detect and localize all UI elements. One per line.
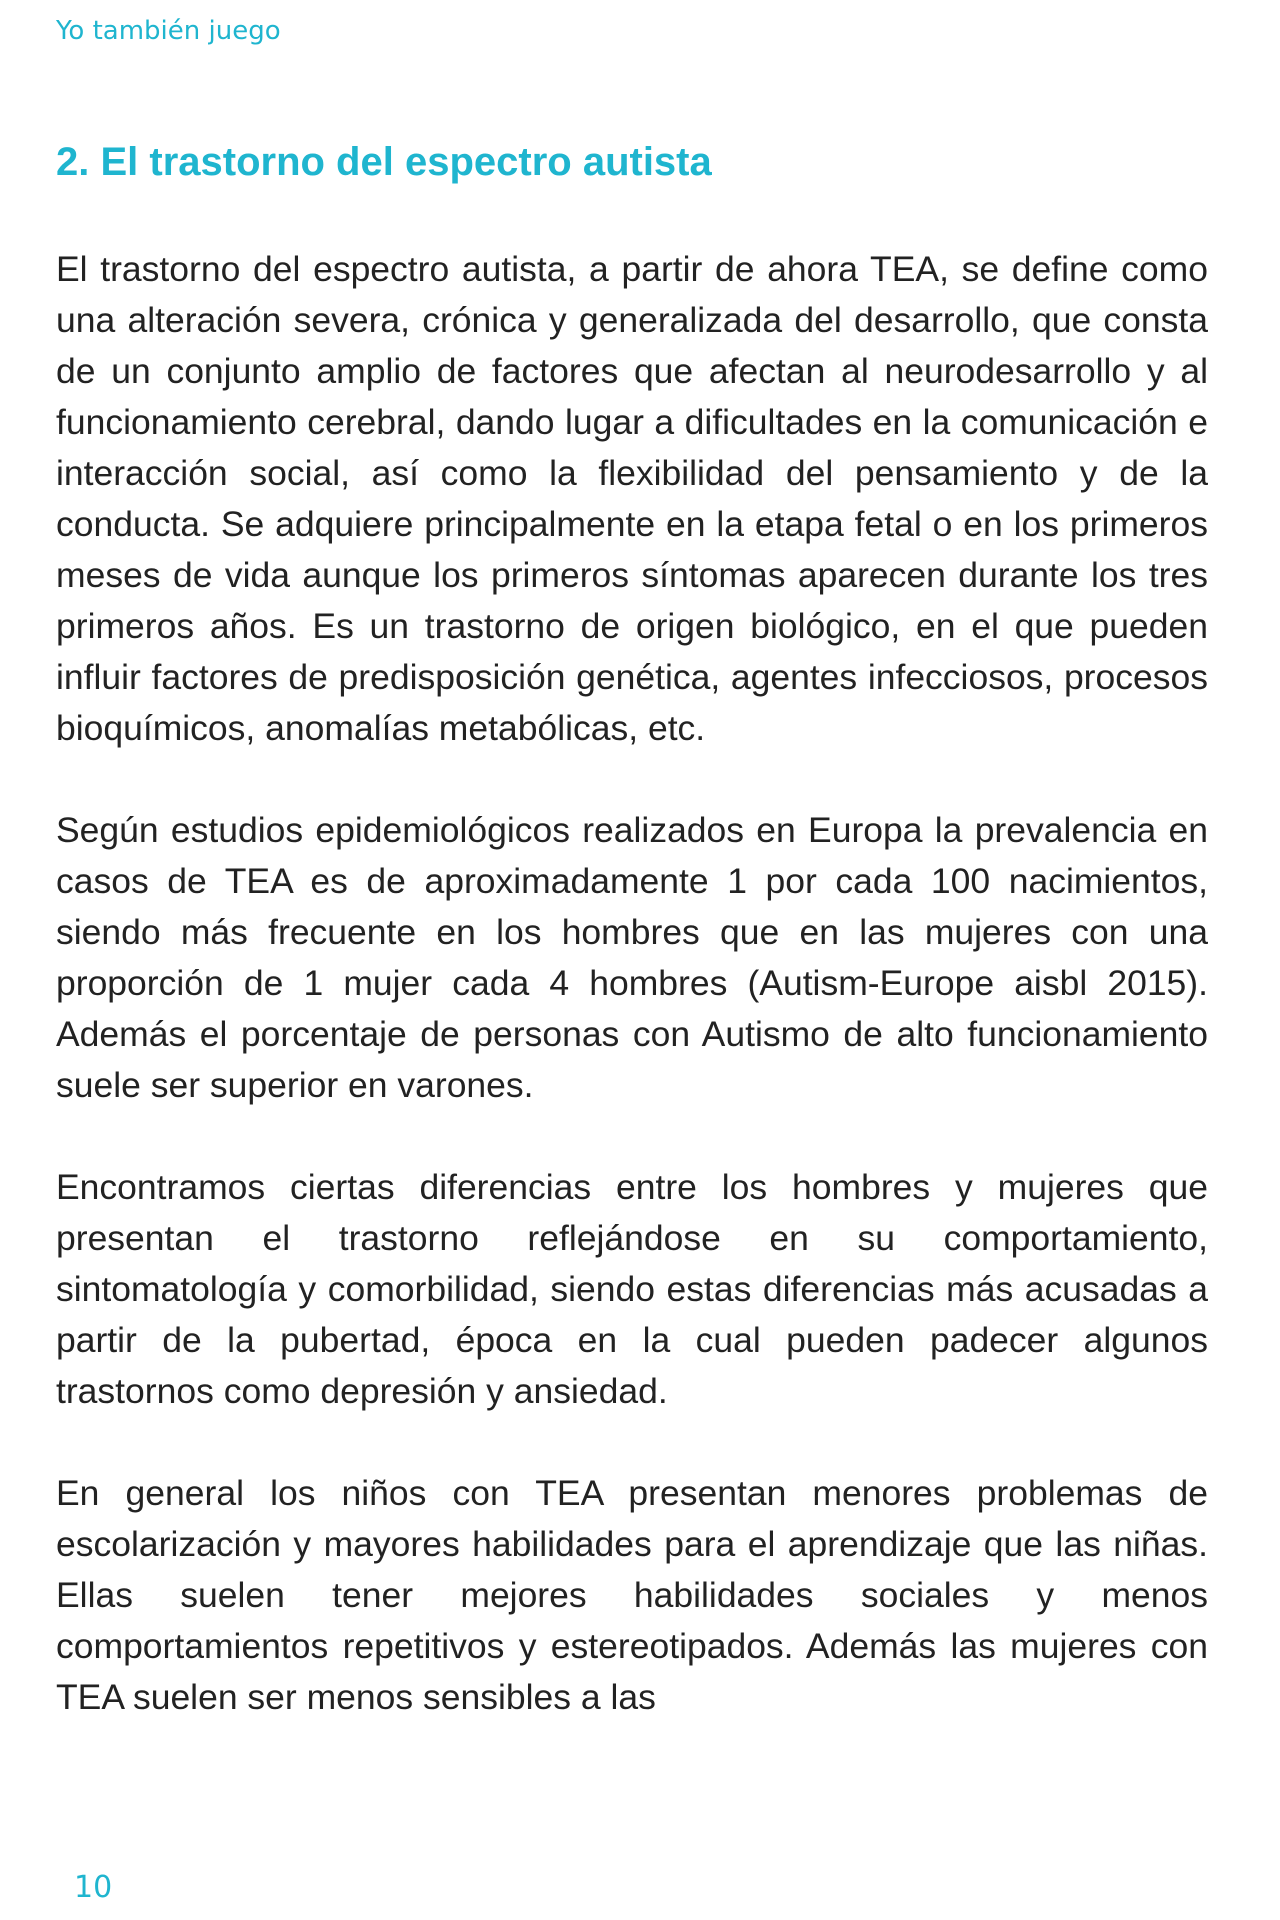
running-header: Yo también juego (56, 16, 281, 46)
body-text (56, 244, 1208, 1774)
page-number: 10 (74, 1870, 113, 1905)
section-title: 2. El trastorno del espectro autista (56, 140, 712, 184)
paragraph-2: Según estudios epidemiológicos realizados en Europa la prevalencia en casos de TEA es de aproximadamente 1 por cada 100 nacimientos, siendo más frecuente en los hombres que en las mujeres con una proporción de 1 mujer cada 4 hombres (Autism-Europe aisbl 2015). Además el porcentaje de personas con Autismo de alto funcionamiento suele ser superior en varones. (56, 810, 1208, 1105)
paragraph-1: El trastorno del espectro autista, a partir de ahora TEA, se define como una alteración severa, crónica y generalizada del desarrollo, que consta de un conjunto amplio de factores que afectan al neurodesarrollo y al funcionamiento cerebral, dando lugar a dificultades en la comunicación e interacción social, así como la flexibilidad del pensamiento y de la conducta. Se adquiere principalmente en la etapa fetal o en los primeros meses de vida aunque los primeros síntomas aparecen durante los tres primeros años. Es un trastorno de origen biológico, en el que pueden influir factores de predisposición genética, agentes infecciosos, procesos bioquímicos, anomalías metabólicas, etc. (56, 249, 1208, 748)
paragraph-4: En general los niños con TEA presentan menores problemas de escolarización y mayores habilidades para el aprendizaje que las niñas. Ellas suelen tener mejores habilidades sociales y menos comportamientos repetitivos y estereotipados. Además las mujeres con TEA suelen ser menos sensibles a las (56, 1473, 1208, 1717)
paragraph-3: Encontramos ciertas diferencias entre los hombres y mujeres que presentan el trastorno reflejándose en su comportamiento, sintomatología y comorbilidad, siendo estas diferencias más acusadas a partir de la pubertad, época en la cual pueden padecer algunos trastornos como depresión y ansiedad. (56, 1167, 1208, 1411)
